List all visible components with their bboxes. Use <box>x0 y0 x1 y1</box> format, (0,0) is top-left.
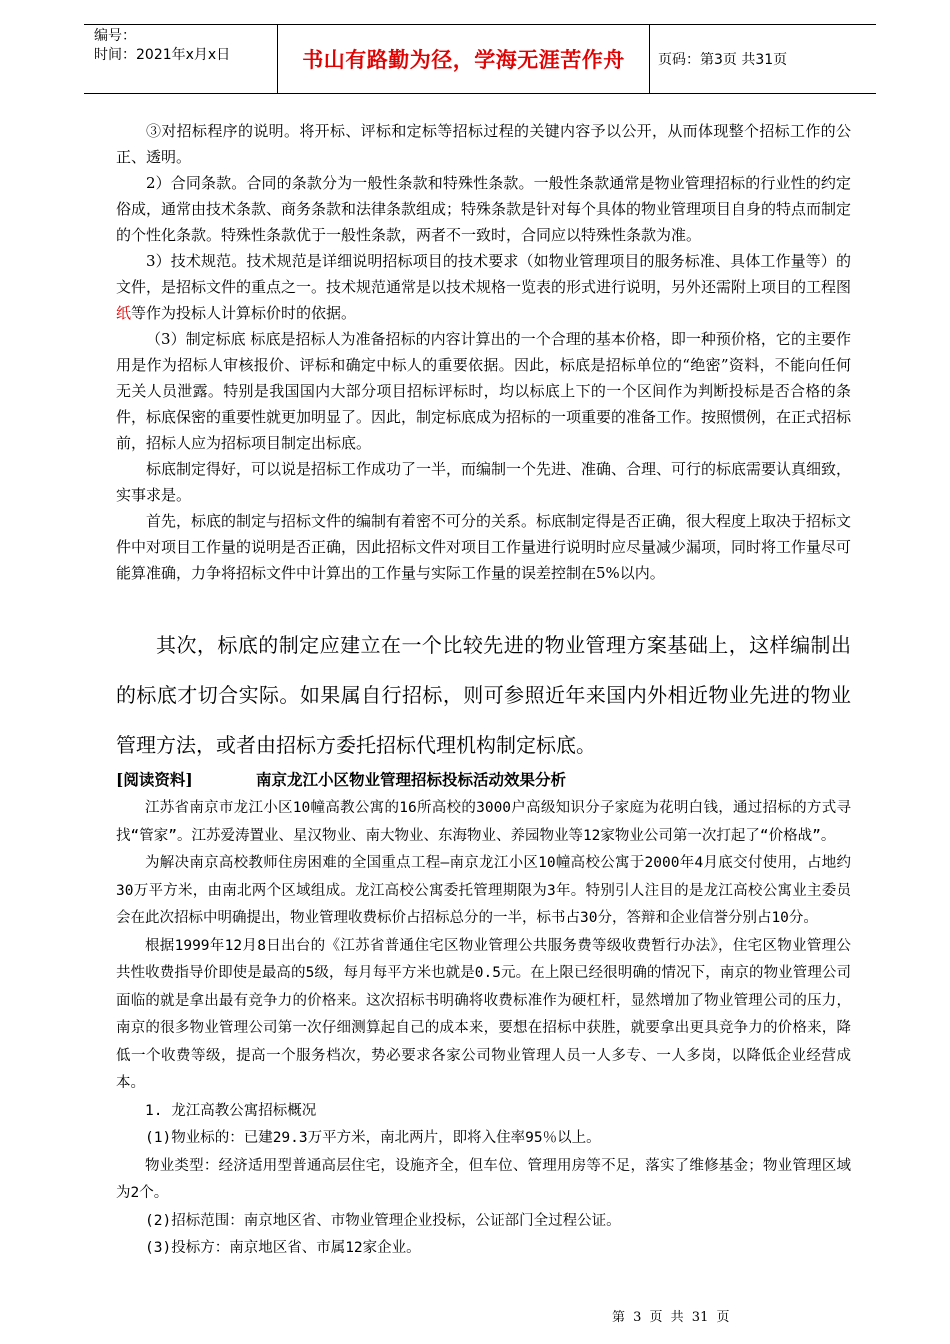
document-time-label: 时间：2021年x月x日 <box>94 47 231 63</box>
paragraph-base-price: （3）制定标底 标底是招标人为准备招标的内容计算出的一个合理的基本价格，即一种预价格，它的主要作用是作为招标人审核报价、评标和确定中标人的重要依据。因此，标底是招标单位的“绝密”资料，不能向任何无关人员泄露。特别是我国国内大部分项目招标评标时，均以标底上下的一个区间作为判断投标是否合格的条件，标底保密的重要性就更加明显了。因此，制定标底成为招标的一项重要的准备工作。按照惯例，在正式招标前，招标人应为招标项目制定出标底。 <box>116 330 852 452</box>
document-number-label: 编号： <box>94 28 136 44</box>
page-footer: 第 3 页 共 31 页 <box>612 1310 730 1325</box>
paragraph-base-price-importance: 标底制定得好，可以说是招标工作成功了一半，而编制一个先进、准确、合理、可行的标底需要认真细致，实事求是。 <box>116 460 852 504</box>
paragraph-first-point: 首先，标底的制定与招标文件的编制有着密不可分的关系。标底制定得是否正确，很大程度上取决于招标文件中对项目工作量的说明是否正确，因此招标文件对项目工作量进行说明时应尽量减少漏项，同时将工作量尽可能算准确，力争将招标文件中计算出的工作量与实际工作量的误差控制在5%以内。 <box>116 512 852 582</box>
reading-paragraph: 1. 龙江高教公寓招标概况 <box>145 1102 317 1119</box>
paragraph-technical-spec <box>116 248 851 326</box>
paragraph-second-point: 其次，标底的制定应建立在一个比较先进的物业管理方案基础上，这样编制出的标底才切合实际。如果属自行招标，则可参照近年来国内外相近物业先进的物业管理方法，或者由招标方委托招标代理机构制定标底。 <box>116 633 851 757</box>
body-large-paragraph <box>116 620 851 770</box>
reading-title: 南京龙江小区物业管理招标投标活动效果分析 <box>256 770 567 789</box>
body-section-1 <box>116 118 851 586</box>
page-header <box>84 24 876 94</box>
reading-paragraph: 物业类型：经济适用型普通高层住宅，设施齐全，但车位、管理用房等不足，落实了维修基金；物业管理区域为2个。 <box>116 1157 851 1201</box>
reading-paragraph: 为解决南京高校教师住房困难的全国重点工程—南京龙江小区10幢高校公寓于2000年4月底交付使用，占地约30万平方米，由南北两个区域组成。龙江高校公寓委托管理期限为3年。特别引人注目的是龙江高校公寓业主委员会在此次招标中明确提出，物业管理收费标价占招标总分的一半，标书占30分，答辩和企业信誉分别占10分。 <box>116 855 851 926</box>
reading-paragraph: 根据1999年12月8日出台的《江苏省普通住宅区物业管理公共服务费等级收费暂行办法》，住宅区物业管理公共性收费指导价即使是最高的5级，每月每平方米也就是0.5元。在上限已经很明确的情况下，南京的物业管理公司面临的就是拿出最有竞争力的价格来。这次招标书明确将收费标准作为硬杠杆，显然增加了物业管理公司的压力，南京的很多物业管理公司第一次仔细测算起自己的成本来，要想在招标中获胜，就要拿出更具竞争力的价格来，降低一个收费等级，提高一个服务档次，势必要求各家公司物业管理人员一人多专、一人多岗，以降低企业经营成本。 <box>116 937 851 1091</box>
header-slogan: 书山有路勤为径，学海无涯苦作舟 <box>278 25 650 93</box>
reading-paragraph: (2)招标范围：南京地区省、市物业管理企业投标，公证部门全过程公证。 <box>145 1212 621 1229</box>
tech-spec-text-b: 等作为投标人计算标价时的依据。 <box>131 304 357 322</box>
paragraph-procedure-note: ③对招标程序的说明。将开标、评标和定标等招标过程的关键内容予以公开，从而体现整个招标工作的公正、透明。 <box>116 122 851 166</box>
tech-spec-red-char: 纸 <box>116 304 132 322</box>
header-page-info: 页码：第3页 共31页 <box>658 52 788 68</box>
reading-paragraph: (1)物业标的：已建29.3万平方米，南北两片，即将入住率95％以上。 <box>145 1130 601 1146</box>
reading-paragraph: 江苏省南京市龙江小区10幢高教公寓的16所高校的3000户高级知识分子家庭为花明白钱，通过招标的方式寻找“管家”。江苏爱涛置业、星汉物业、南大物业、东海物业、养园物业等12家物业公司第一次打起了“价格战”。 <box>116 800 851 844</box>
reading-paragraph: (3)投标方：南京地区省、市属12家企业。 <box>145 1240 421 1256</box>
reading-tag: [阅读资料] <box>116 770 193 789</box>
reading-heading <box>116 768 851 794</box>
tech-spec-text-a: 3）技术规范。技术规范是详细说明招标项目的技术要求（如物业管理项目的服务标准、具体工作量等）的文件，是招标文件的重点之一。技术规范通常是以技术规格一览表的形式进行说明，另外还需附上项目的工程图 <box>116 252 852 296</box>
paragraph-contract-terms: 2）合同条款。合同的条款分为一般性条款和特殊性条款。一般性条款通常是物业管理招标的行业性的约定俗成，通常由技术条款、商务条款和法律条款组成；特殊条款是针对每个具体的物业管理项目自身的特点而制定的个性化条款。特殊性条款优于一般性条款，两者不一致时，合同应以特殊性条款为准。 <box>116 174 852 244</box>
header-left-cell <box>84 25 278 93</box>
reading-body <box>116 795 851 1263</box>
